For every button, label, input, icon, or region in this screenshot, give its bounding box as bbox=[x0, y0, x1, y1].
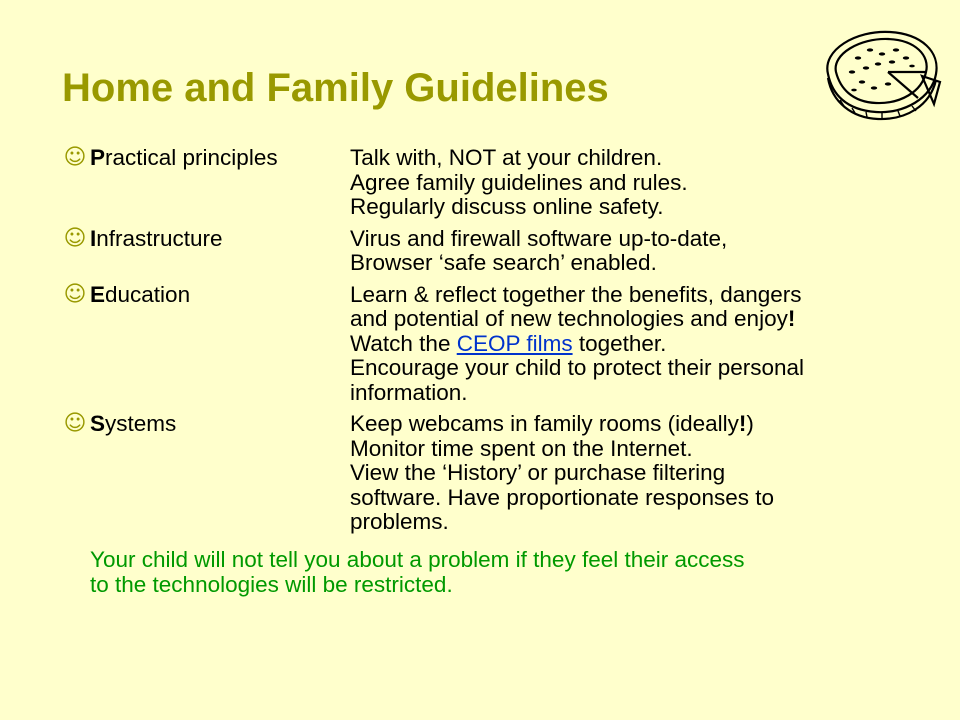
bullet-label bbox=[90, 412, 176, 437]
bullet-line: Agree family guidelines and rules. bbox=[350, 169, 688, 195]
bullet-label bbox=[90, 227, 223, 252]
bullet-label-initial: P bbox=[90, 145, 106, 170]
smiley-bullet-icon: ☺ bbox=[63, 281, 87, 307]
bullet-line-emphasis: ! bbox=[738, 411, 747, 436]
bullet-label-rest: ystems bbox=[105, 411, 177, 436]
bullet-line: Learn & reflect together the benefits, dangers bbox=[350, 281, 802, 307]
bullet-systems bbox=[62, 412, 922, 535]
smiley-bullet-icon: ☺ bbox=[63, 145, 87, 170]
pie-icon bbox=[818, 22, 942, 122]
bullet-line: View the ‘History’ or purchase filtering bbox=[350, 460, 726, 485]
bullet-line-text: ) bbox=[746, 411, 754, 436]
closing-note bbox=[90, 548, 930, 597]
bullet-line bbox=[350, 332, 910, 357]
bullet-line: software. Have proportionate responses to bbox=[350, 484, 774, 510]
bullet-line: Monitor time spent on the Internet. bbox=[350, 435, 693, 461]
bullet-line-text: Watch the bbox=[350, 330, 457, 356]
slide-title: Home and Family Guidelines bbox=[62, 66, 609, 110]
bullet-line: Encourage your child to protect their personal bbox=[350, 355, 805, 380]
ceop-films-link[interactable]: CEOP films bbox=[456, 330, 573, 356]
bullet-line bbox=[350, 307, 910, 332]
bullet-text bbox=[350, 412, 910, 535]
bullet-label bbox=[90, 283, 190, 308]
bullet-label-rest: ractical principles bbox=[105, 145, 278, 170]
bullet-line-text: and potential of new technologies and enjoy bbox=[350, 306, 788, 331]
bullet-label-rest: nfrastructure bbox=[96, 225, 223, 251]
bullet-practical-principles bbox=[62, 146, 922, 220]
closing-note-line: to the technologies will be restricted. bbox=[90, 571, 453, 597]
closing-note-line: Your child will not tell you about a problem if they feel their access bbox=[90, 547, 745, 572]
bullet-line: Browser ‘safe search’ enabled. bbox=[350, 250, 657, 275]
bullet-label-initial: E bbox=[90, 281, 106, 307]
bullet-line: Regularly discuss online safety. bbox=[350, 194, 664, 219]
bullet-text bbox=[350, 227, 910, 276]
bullet-text bbox=[350, 283, 910, 406]
bullet-line: Talk with, NOT at your children. bbox=[350, 145, 663, 170]
bullet-infrastructure bbox=[62, 227, 922, 276]
bullet-label-initial: S bbox=[90, 411, 106, 436]
bullet-line bbox=[350, 412, 910, 437]
bullet-list bbox=[62, 146, 922, 542]
bullet-education bbox=[62, 283, 922, 406]
smiley-bullet-icon: ☺ bbox=[63, 411, 87, 436]
bullet-line-text: Keep webcams in family rooms (ideally bbox=[350, 411, 739, 436]
bullet-label-initial: I bbox=[90, 225, 97, 251]
smiley-bullet-icon: ☺ bbox=[63, 225, 87, 251]
bullet-line-emphasis: ! bbox=[787, 306, 796, 331]
bullet-line-text: together. bbox=[572, 330, 667, 356]
bullet-line: information. bbox=[350, 379, 468, 405]
bullet-line: problems. bbox=[350, 509, 449, 534]
bullet-label bbox=[90, 146, 278, 171]
bullet-text bbox=[350, 146, 910, 220]
bullet-line: Virus and firewall software up-to-date, bbox=[350, 225, 728, 251]
bullet-label-rest: ducation bbox=[105, 281, 191, 307]
